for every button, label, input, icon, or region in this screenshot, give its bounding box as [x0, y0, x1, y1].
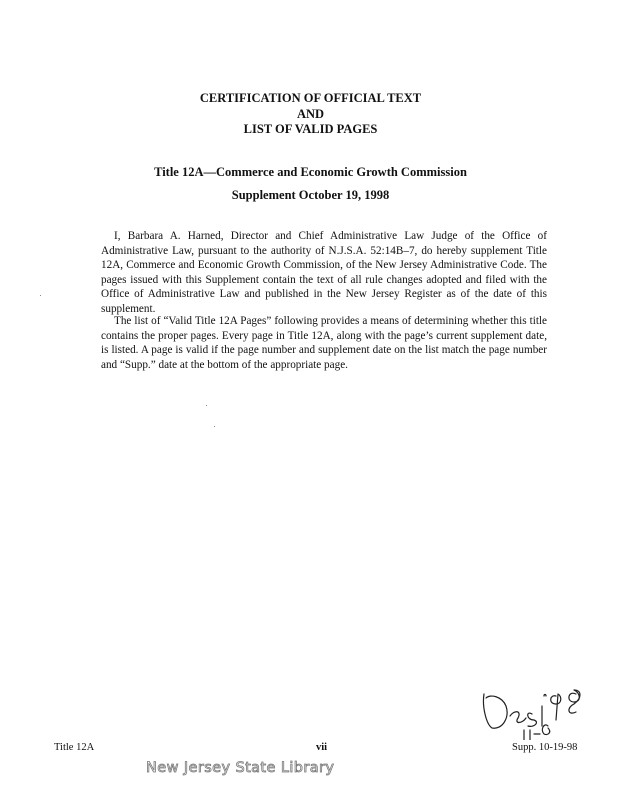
heading-and: AND — [296, 107, 325, 121]
scan-speck — [206, 405, 207, 406]
footer-supplement-date: Supp. 10-19-98 — [512, 742, 578, 753]
body-paragraph-1: I, Barbara A. Harned, Director and Chief Administrative Law Judge of the Office of Administrative Law, pursuant to the authority of N.J.S.A. 52:14B–7, do hereby supplement Title 12A, Commerce and Economic Growth Commission, of the New Jersey Administrative Code. The pages issued with this Supplement contain the text of all rule changes adopted and filed with the Office of Administrative Law and published in the New Jersey Register as of the date of this supplement. — [101, 230, 547, 315]
heading-list-of-valid-pages: LIST OF VALID PAGES — [243, 122, 378, 136]
heading-certification: CERTIFICATION OF OFFICIAL TEXT — [199, 91, 422, 105]
handwritten-signature — [478, 668, 588, 740]
footer-page-number: vii — [316, 742, 328, 753]
body-paragraph-2: The list of “Valid Title 12A Pages” following provides a means of determining whether this title contains the proper pages. Every page in Title 12A, along with the page’s current supplement date, is listed. A page is valid if the page number and supplement date on the list match the page number and “Supp.” date at the bottom of the appropriate page. — [101, 315, 547, 371]
scan-speck — [40, 295, 41, 296]
scan-speck — [214, 426, 215, 427]
title-heading: Title 12A—Commerce and Economic Growth Commission — [154, 165, 467, 179]
supplement-heading: Supplement October 19, 1998 — [231, 188, 390, 202]
library-stamp: New Jersey State Library — [146, 760, 335, 776]
footer-title: Title 12A — [54, 742, 95, 753]
